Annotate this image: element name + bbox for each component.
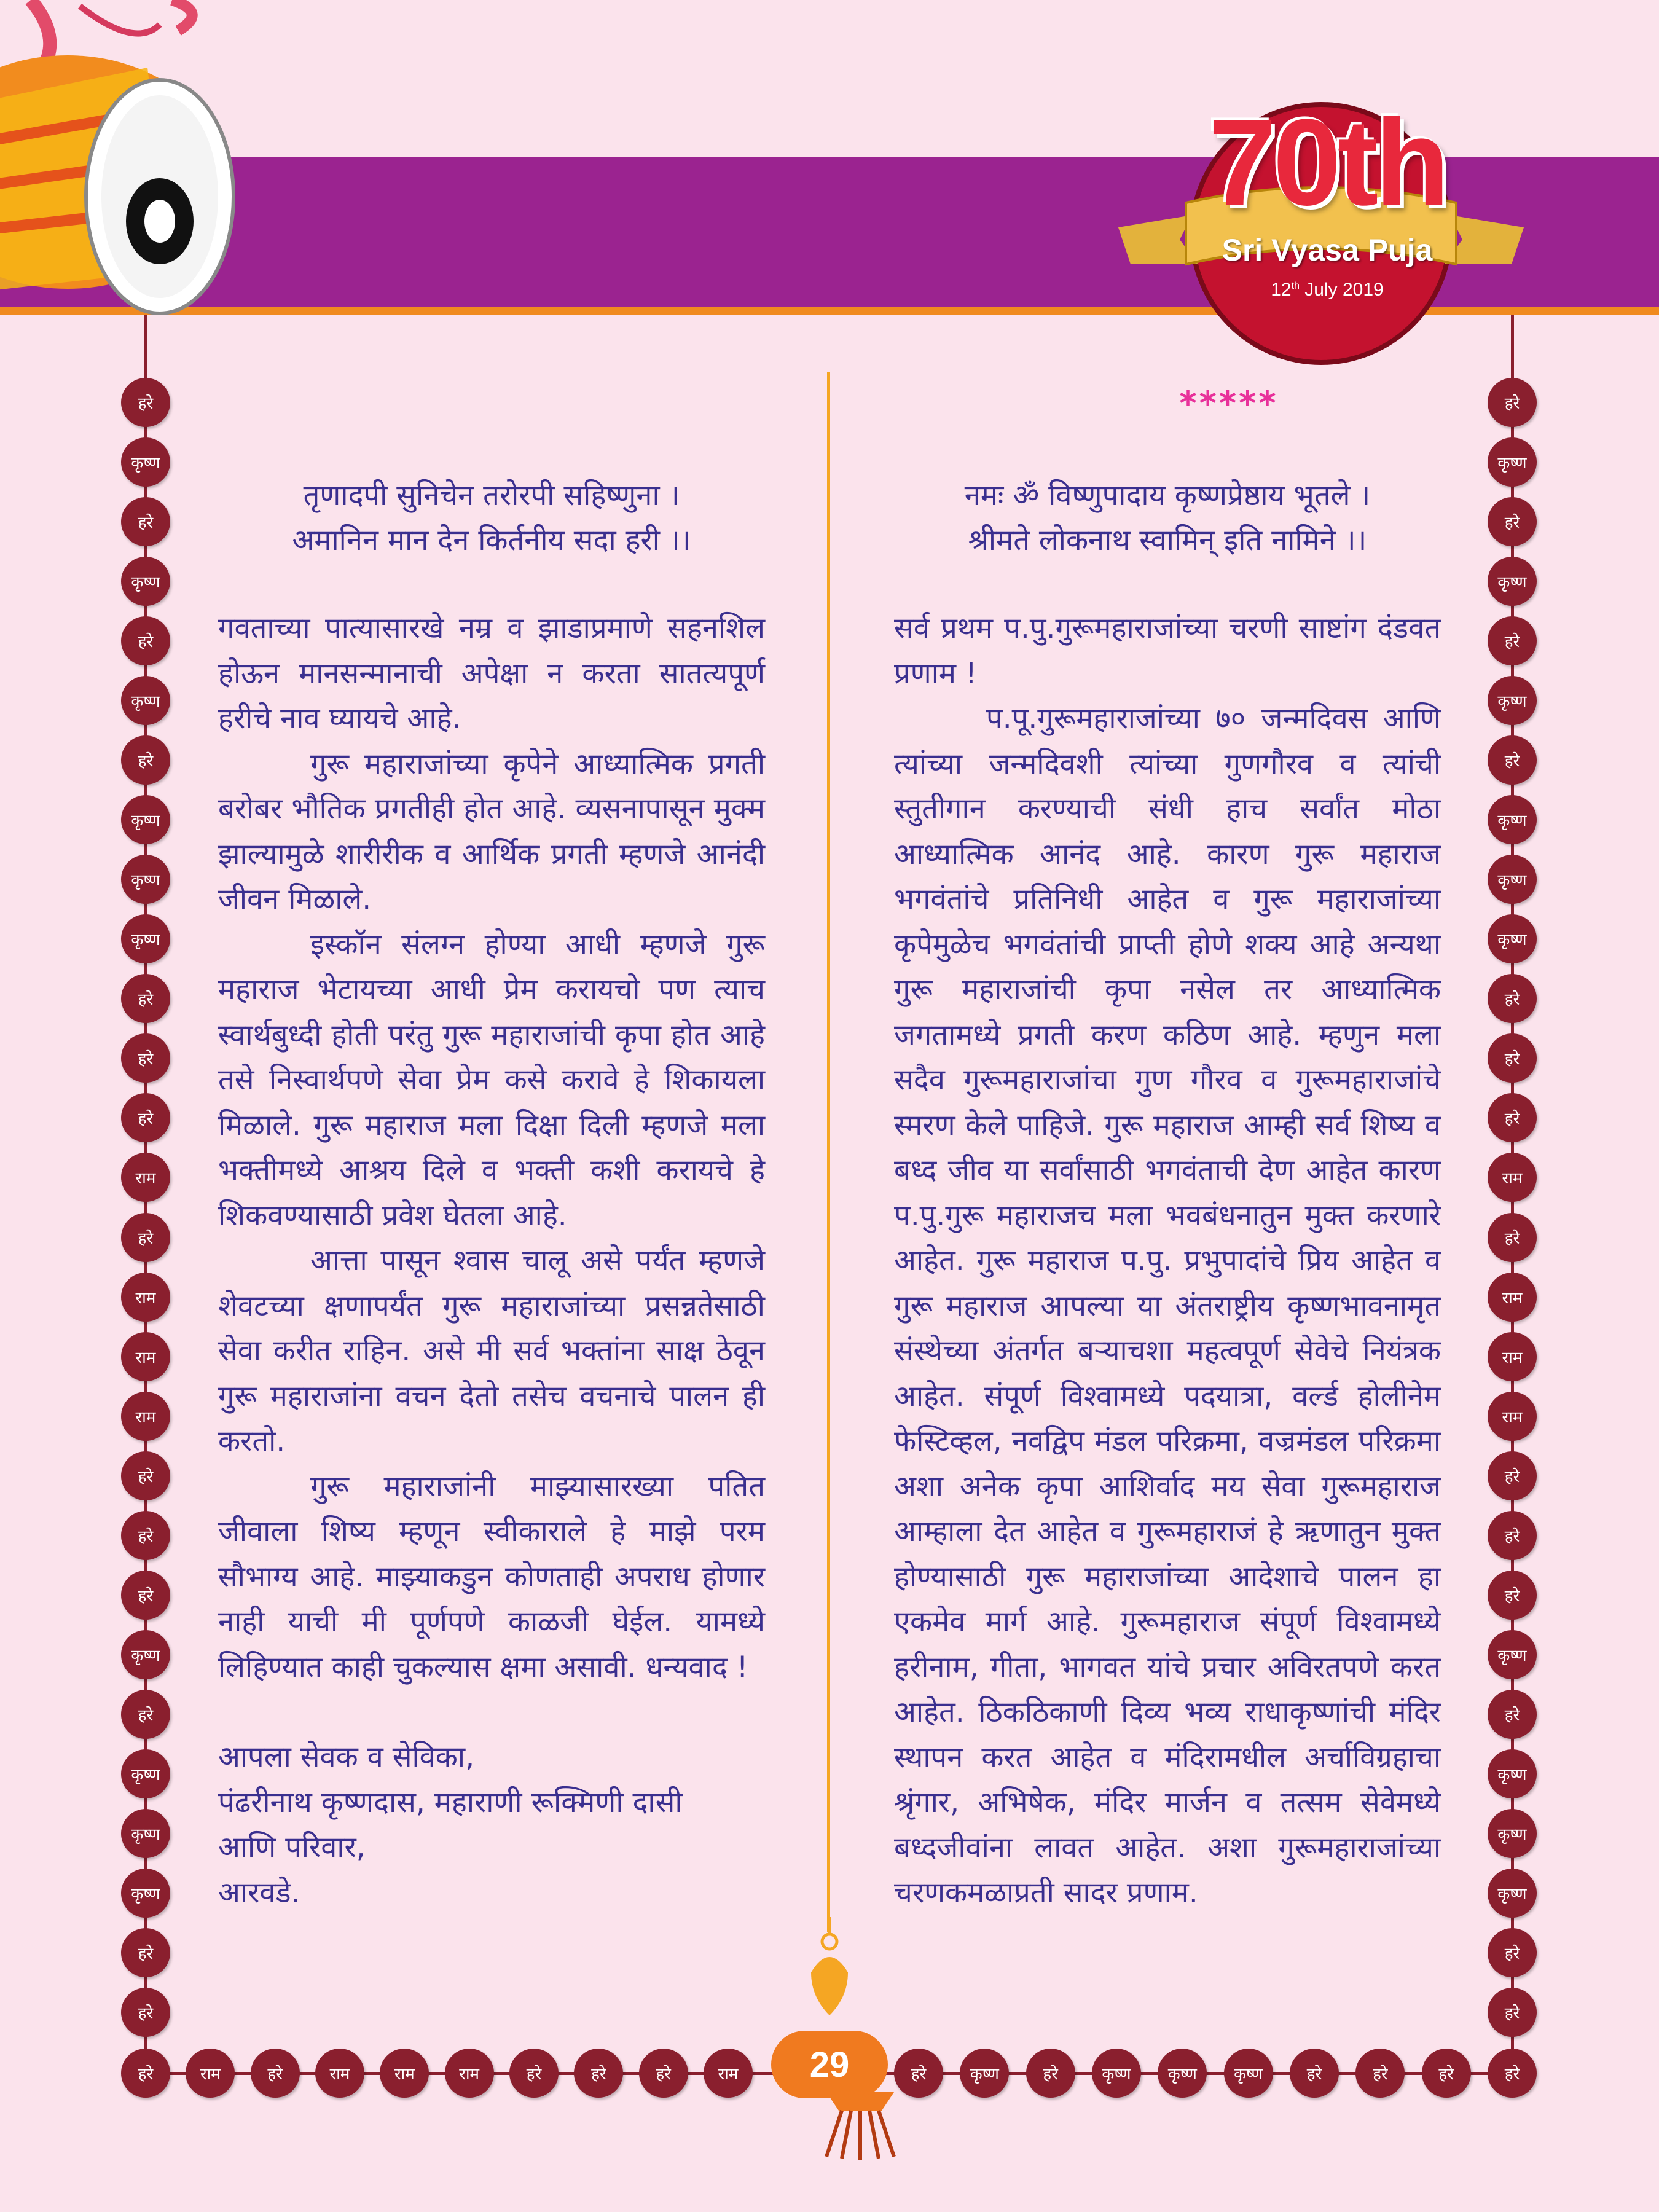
chant-bead: हरे	[1488, 1988, 1537, 2037]
paragraph: आत्ता पासून श्‍वास चालू असे पर्यंत म्हणजे शेवटच्या क्षणापर्यंत गुरू महाराजांच्या प्रसन्नतेसाठी सेवा करीत राहिन. असे मी सर्व भक्तांना साक्ष ठेवून गुरू महाराजांना वचन देतो तसेच वचनाचे पालन ही करतो.	[218, 1244, 765, 1458]
teardrop-ornament-icon	[799, 1917, 860, 2015]
chant-bead: हरे	[1488, 1571, 1537, 1620]
chant-bead: हरे	[121, 1093, 170, 1142]
chant-bead: कृष्ण	[1488, 1749, 1537, 1798]
chant-bead: कृष्ण	[121, 1749, 170, 1798]
chant-bead: राम	[1488, 1273, 1537, 1322]
chant-bead: हरे	[121, 616, 170, 665]
chant-bead: राम	[121, 1273, 170, 1322]
chant-bead: कृष्ण	[1224, 2049, 1273, 2098]
chant-bead: कृष्ण	[1488, 676, 1537, 725]
chant-bead: हरे	[1488, 1093, 1537, 1142]
right-column	[894, 473, 1441, 1916]
paragraph: गुरू महाराजांच्या कृपेने आध्यात्मिक प्रगती बरोबर भौतिक प्रगतीही होत आहे. व्यसनापासून मुक्म झाल्यामुळे शारीरीक व आर्थिक प्रगती म्हणजे आनंदी जीवन मिळाले.	[218, 747, 765, 916]
page-number: 29	[771, 2031, 888, 2098]
chant-bead: हरे	[1488, 378, 1537, 427]
chant-bead: हरे	[1422, 2049, 1471, 2098]
badge-subtitle: Sri Vyasa Puja	[1222, 233, 1433, 267]
chant-bead: कृष्ण	[1488, 914, 1537, 963]
chant-bead: हरे	[121, 1928, 170, 1977]
paragraph: इस्कॉन संलग्न होण्या आधी म्हणजे गुरू महाराज भेटायच्या आधी प्रेम करायचो पण त्याच स्वार्थबुध्दी होती परंतु गुरू महाराजांची कृपा होत आहे तसे निस्वार्थपणे सेवा प्रेम कसे करावे हे शिकायला मिळाले. गुरू महाराज मला दिक्षा दिली म्हणजे मला भक्तीमध्ये आश्रय दिले व भक्ती कशी करायचे हे शिकवण्यासाठी प्रवेश घेतला आहे.	[218, 927, 765, 1233]
left-column	[218, 473, 765, 1915]
chant-bead: हरे	[121, 497, 170, 546]
chant-bead: कृष्ण	[121, 437, 170, 487]
chant-bead: कृष्ण	[121, 914, 170, 963]
badge-number: 70th	[1208, 94, 1446, 231]
chant-bead: राम	[121, 1153, 170, 1202]
chant-bead: कृष्ण	[1092, 2049, 1141, 2098]
verse-line: नमः ॐ विष्णुपादाय कृष्णप्रेष्ठाय भूतले ।	[964, 479, 1371, 512]
chant-bead: हरे	[1488, 2049, 1537, 2098]
chant-bead: हरे	[121, 1213, 170, 1262]
tassel-icon	[814, 2092, 906, 2160]
right-verse	[894, 473, 1441, 563]
chant-bead: हरे	[509, 2049, 559, 2098]
chant-bead: हरे	[251, 2049, 300, 2098]
chant-bead: हरे	[121, 974, 170, 1023]
chant-bead: हरे	[1488, 974, 1537, 1023]
chant-bead: कृष्ण	[121, 1869, 170, 1918]
paragraph: प.पू.गुरूमहाराजांच्या ७० जन्मदिवस आणि त्यांच्या जन्मदिवशी त्यांच्या गुणगौरव व त्यांची स्तुतीगान करण्याची संधी हाच सर्वांत मोठा आध्यात्मिक आनंद आहे. कारण गुरू महाराज भगवंतांचे प्रतिनिधी आहेत व गुरू महाराजांच्या कृपेमुळेच भगवंतांची प्राप्ती होणे शक्य आहे अन्यथा गुरू महाराजांची कृपा नसेल तर आध्यात्मिक जगतामध्ये प्रगती करण कठिण आहे. म्हणुन मला सदैव गुरूमहाराजांचा गुण गौरव व गुरूमहाराजांचे स्मरण केले पाहिजे. गुरू महाराज आम्ही सर्व शिष्य व बध्द जीव या सर्वांसाठी भगवंताची देण आहेत कारण प.पु.गुरू महाराजच मला भवबंधनातुन मुक्त करणारे आहेत. गुरू महाराज प.पु. प्रभुपादांचे प्रिय आहेत व गुरू महाराज आपल्या या अंतराष्ट्रीय कृष्णभावनामृत संस्थेच्या अंतर्गत बऱ्याचशा महत्वपूर्ण सेवेचे नियंत्रक आहेत. संपूर्ण विश्वामध्ये पदयात्रा, वर्ल्ड होलीनेम फेस्टिव्हल, नवद्विप मंडल परिक्रमा, वज्रमंडल परिक्रमा अशा अनेक कृपा आशिर्वाद मय सेवा गुरूमहाराज आम्हाला देत आहेत व गुरूमहाराजं हे ऋणातुन मुक्त होण्यासाठी गुरू महाराजांच्या आदेशाचे पालन हा एकमेव मार्ग आहे. गुरूमहाराज संपूर्ण विश्वामध्ये हरीनाम, गीता, भागवत यांचे प्रचार अविरतपणे करत आहेत. ठिकठिकाणी दिव्य भव्य राधाकृष्णांची मंदिर स्थापन करत आहेत व मंदिरामधील अर्चाविग्रहाचा श्रृंगार, अभिषेक, मंदिर मार्जन व तत्सम सेवेमध्ये बध्दजीवांना लावत आहेत. अशा गुरूमहाराजांच्या चरणकमळाप्रती सादर प्रणाम.	[894, 702, 1441, 1910]
chant-bead: कृष्ण	[1488, 855, 1537, 904]
chant-bead: हरे	[121, 1033, 170, 1083]
signature-line: पंढरीनाथ कृष्णदास, महाराणी रूक्मिणी दासी	[218, 1785, 683, 1819]
signature-line: आरवडे.	[218, 1875, 300, 1910]
chant-bead: हरे	[1026, 2049, 1075, 2098]
signature-line: आपला सेवक व सेविका,	[218, 1740, 475, 1774]
chant-bead: हरे	[121, 735, 170, 785]
ornament-stars: *****	[1179, 384, 1279, 423]
chant-bead: हरे	[121, 1511, 170, 1560]
verse-line: अमानिन मान देन किर्तनीय सदा हरी ।।	[292, 524, 691, 557]
chant-bead: कृष्ण	[121, 676, 170, 725]
chant-bead: हरे	[1488, 497, 1537, 546]
chant-bead: हरे	[639, 2049, 688, 2098]
center-divider	[827, 372, 830, 1932]
chant-bead: कृष्ण	[121, 855, 170, 904]
chant-bead: हरे	[1488, 1451, 1537, 1500]
signature	[218, 1735, 765, 1915]
chant-bead: हरे	[121, 378, 170, 427]
chant-bead: हरे	[121, 1690, 170, 1739]
chant-bead: राम	[121, 1392, 170, 1441]
chant-bead: कृष्ण	[1158, 2049, 1207, 2098]
chant-bead: राम	[1488, 1153, 1537, 1202]
chant-bead: कृष्ण	[1488, 795, 1537, 844]
chant-bead: कृष्ण	[1488, 1630, 1537, 1679]
signature-line: आणि परिवार,	[218, 1830, 366, 1864]
chant-bead: कृष्ण	[121, 795, 170, 844]
chant-bead: कृष्ण	[1488, 437, 1537, 487]
chant-bead: हरे	[121, 1571, 170, 1620]
chant-bead: हरे	[894, 2049, 943, 2098]
chant-bead: राम	[186, 2049, 235, 2098]
chant-bead: हरे	[121, 1451, 170, 1500]
paragraph: गुरू महाराजांनी माझ्यासारख्या पतित जीवाला शिष्य म्हणून स्वीकाराले हे माझे परम सौभाग्य आहे. माझ्याकडुन कोणताही अपराध होणार नाही याची मी पूर्णपणे काळजी घेईल. यामध्ये लिहिण्यात काही चुकल्यास क्षमा असावी. धन्यवाद !	[218, 1469, 765, 1684]
paragraph: सर्व प्रथम प.पु.गुरूमहाराजांच्या चरणी साष्टांग दंडवत प्रणाम !	[894, 611, 1441, 691]
chant-bead: हरे	[1488, 1928, 1537, 1977]
chant-bead: कृष्ण	[121, 1809, 170, 1858]
chant-bead: हरे	[1488, 1213, 1537, 1262]
chant-bead: राम	[121, 1332, 170, 1381]
paragraph: गवताच्या पात्यासारखे नम्र व झाडाप्रमाणे सहनशिल होऊन मानसन्मानाची अपेक्षा न करता सातत्यपूर्ण हरीचे नाव घ्यायचे आहे.	[218, 611, 765, 735]
chant-bead: राम	[380, 2049, 429, 2098]
chant-bead: हरे	[1488, 735, 1537, 785]
chant-bead: हरे	[1488, 616, 1537, 665]
chant-bead: हरे	[1488, 1690, 1537, 1739]
chant-bead: हरे	[1355, 2049, 1405, 2098]
chant-bead: राम	[445, 2049, 494, 2098]
chant-bead: कृष्ण	[1488, 1809, 1537, 1858]
chant-bead: हरे	[121, 1988, 170, 2037]
chant-bead: राम	[315, 2049, 364, 2098]
mridanga-drum-icon	[0, 0, 270, 332]
badge-date: 12th July 2019	[1271, 280, 1384, 300]
chant-bead: कृष्ण	[121, 557, 170, 606]
chant-bead: कृष्ण	[1488, 557, 1537, 606]
chant-bead: कृष्ण	[121, 1630, 170, 1679]
chant-bead: हरे	[1488, 1511, 1537, 1560]
verse-line: श्रीमते लोकनाथ स्वामिन् इति नामिने ।।	[968, 524, 1367, 557]
chant-bead: हरे	[1488, 1033, 1537, 1083]
left-verse	[218, 473, 765, 563]
chant-bead: राम	[1488, 1332, 1537, 1381]
chant-bead: कृष्ण	[960, 2049, 1009, 2098]
chant-bead: हरे	[1290, 2049, 1339, 2098]
chant-bead: हरे	[574, 2049, 623, 2098]
verse-line: तृणादपी सुनिचेन तरोरपी सहिष्णुना ।	[303, 479, 680, 512]
chant-bead: राम	[1488, 1392, 1537, 1441]
chant-bead: कृष्ण	[1488, 1869, 1537, 1918]
chant-bead: राम	[704, 2049, 753, 2098]
chant-bead: हरे	[121, 2049, 170, 2098]
